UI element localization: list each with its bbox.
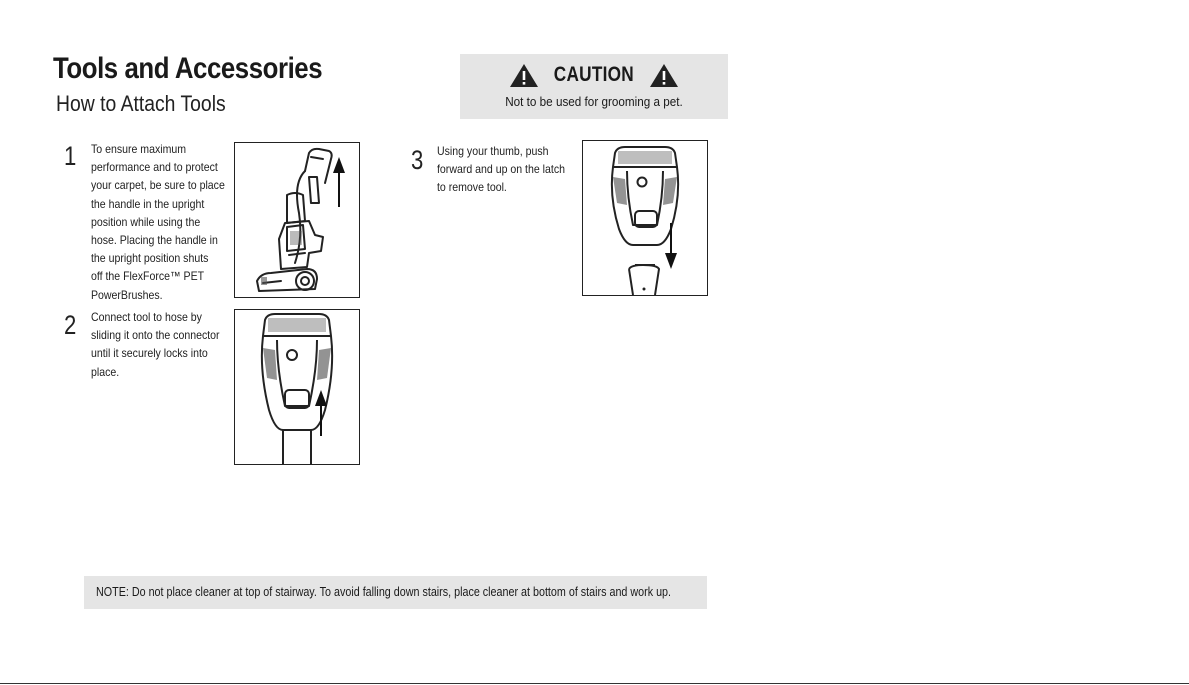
step-1-number: 1 — [64, 141, 77, 171]
page-subtitle: How to Attach Tools — [56, 91, 226, 116]
caution-header — [460, 62, 728, 88]
step-text-line: forward and up on the latch — [437, 162, 565, 177]
stairway-note — [84, 576, 707, 609]
step-text-line: the upright position shuts — [91, 251, 209, 266]
step-text-line: Connect tool to hose by — [91, 310, 202, 324]
tool-attach-drawing — [235, 310, 359, 464]
note-text: NOTE: Do not place cleaner at top of stairway. To avoid falling down stairs, place cleaner at bottom of stairs and work up. — [96, 585, 672, 599]
warning-icon — [509, 63, 539, 88]
step-text-line: off the FlexForce™ PET — [91, 269, 205, 284]
warning-icon — [649, 63, 679, 88]
step-text-line: To ensure maximum — [91, 142, 187, 156]
footer-divider — [0, 683, 1189, 684]
step-text-line: your carpet, be sure to place — [91, 178, 225, 193]
step-2-number: 2 — [64, 310, 77, 340]
step-text-line: to remove tool. — [437, 180, 507, 195]
tool-remove-drawing — [583, 141, 707, 295]
step-text-line: sliding it onto the connector — [91, 328, 220, 343]
caution-label: CAUTION — [553, 63, 635, 86]
step-3-number: 3 — [411, 145, 424, 175]
step-text-line: hose. Placing the handle in — [91, 233, 218, 248]
step-3-text — [437, 142, 565, 197]
tool-remove-illustration — [582, 140, 708, 296]
step-1-text — [91, 140, 225, 304]
step-text-line: until it securely locks into — [91, 346, 208, 361]
step-text-line: place. — [91, 364, 120, 379]
tool-attach-illustration — [234, 309, 360, 465]
caution-text: Not to be used for grooming a pet. — [505, 94, 683, 109]
step-text-line: performance and to protect — [91, 160, 218, 175]
upright-cleaner-drawing — [235, 143, 359, 297]
caution-box — [460, 54, 728, 119]
step-text-line: PowerBrushes. — [91, 287, 163, 302]
step-text-line: Using your thumb, push — [437, 144, 549, 158]
page-title: Tools and Accessories — [53, 52, 323, 85]
step-text-line: position while using the — [91, 214, 201, 229]
step-text-line: the handle in the upright — [91, 196, 205, 211]
upright-cleaner-illustration — [234, 142, 360, 298]
step-2-text — [91, 308, 220, 381]
